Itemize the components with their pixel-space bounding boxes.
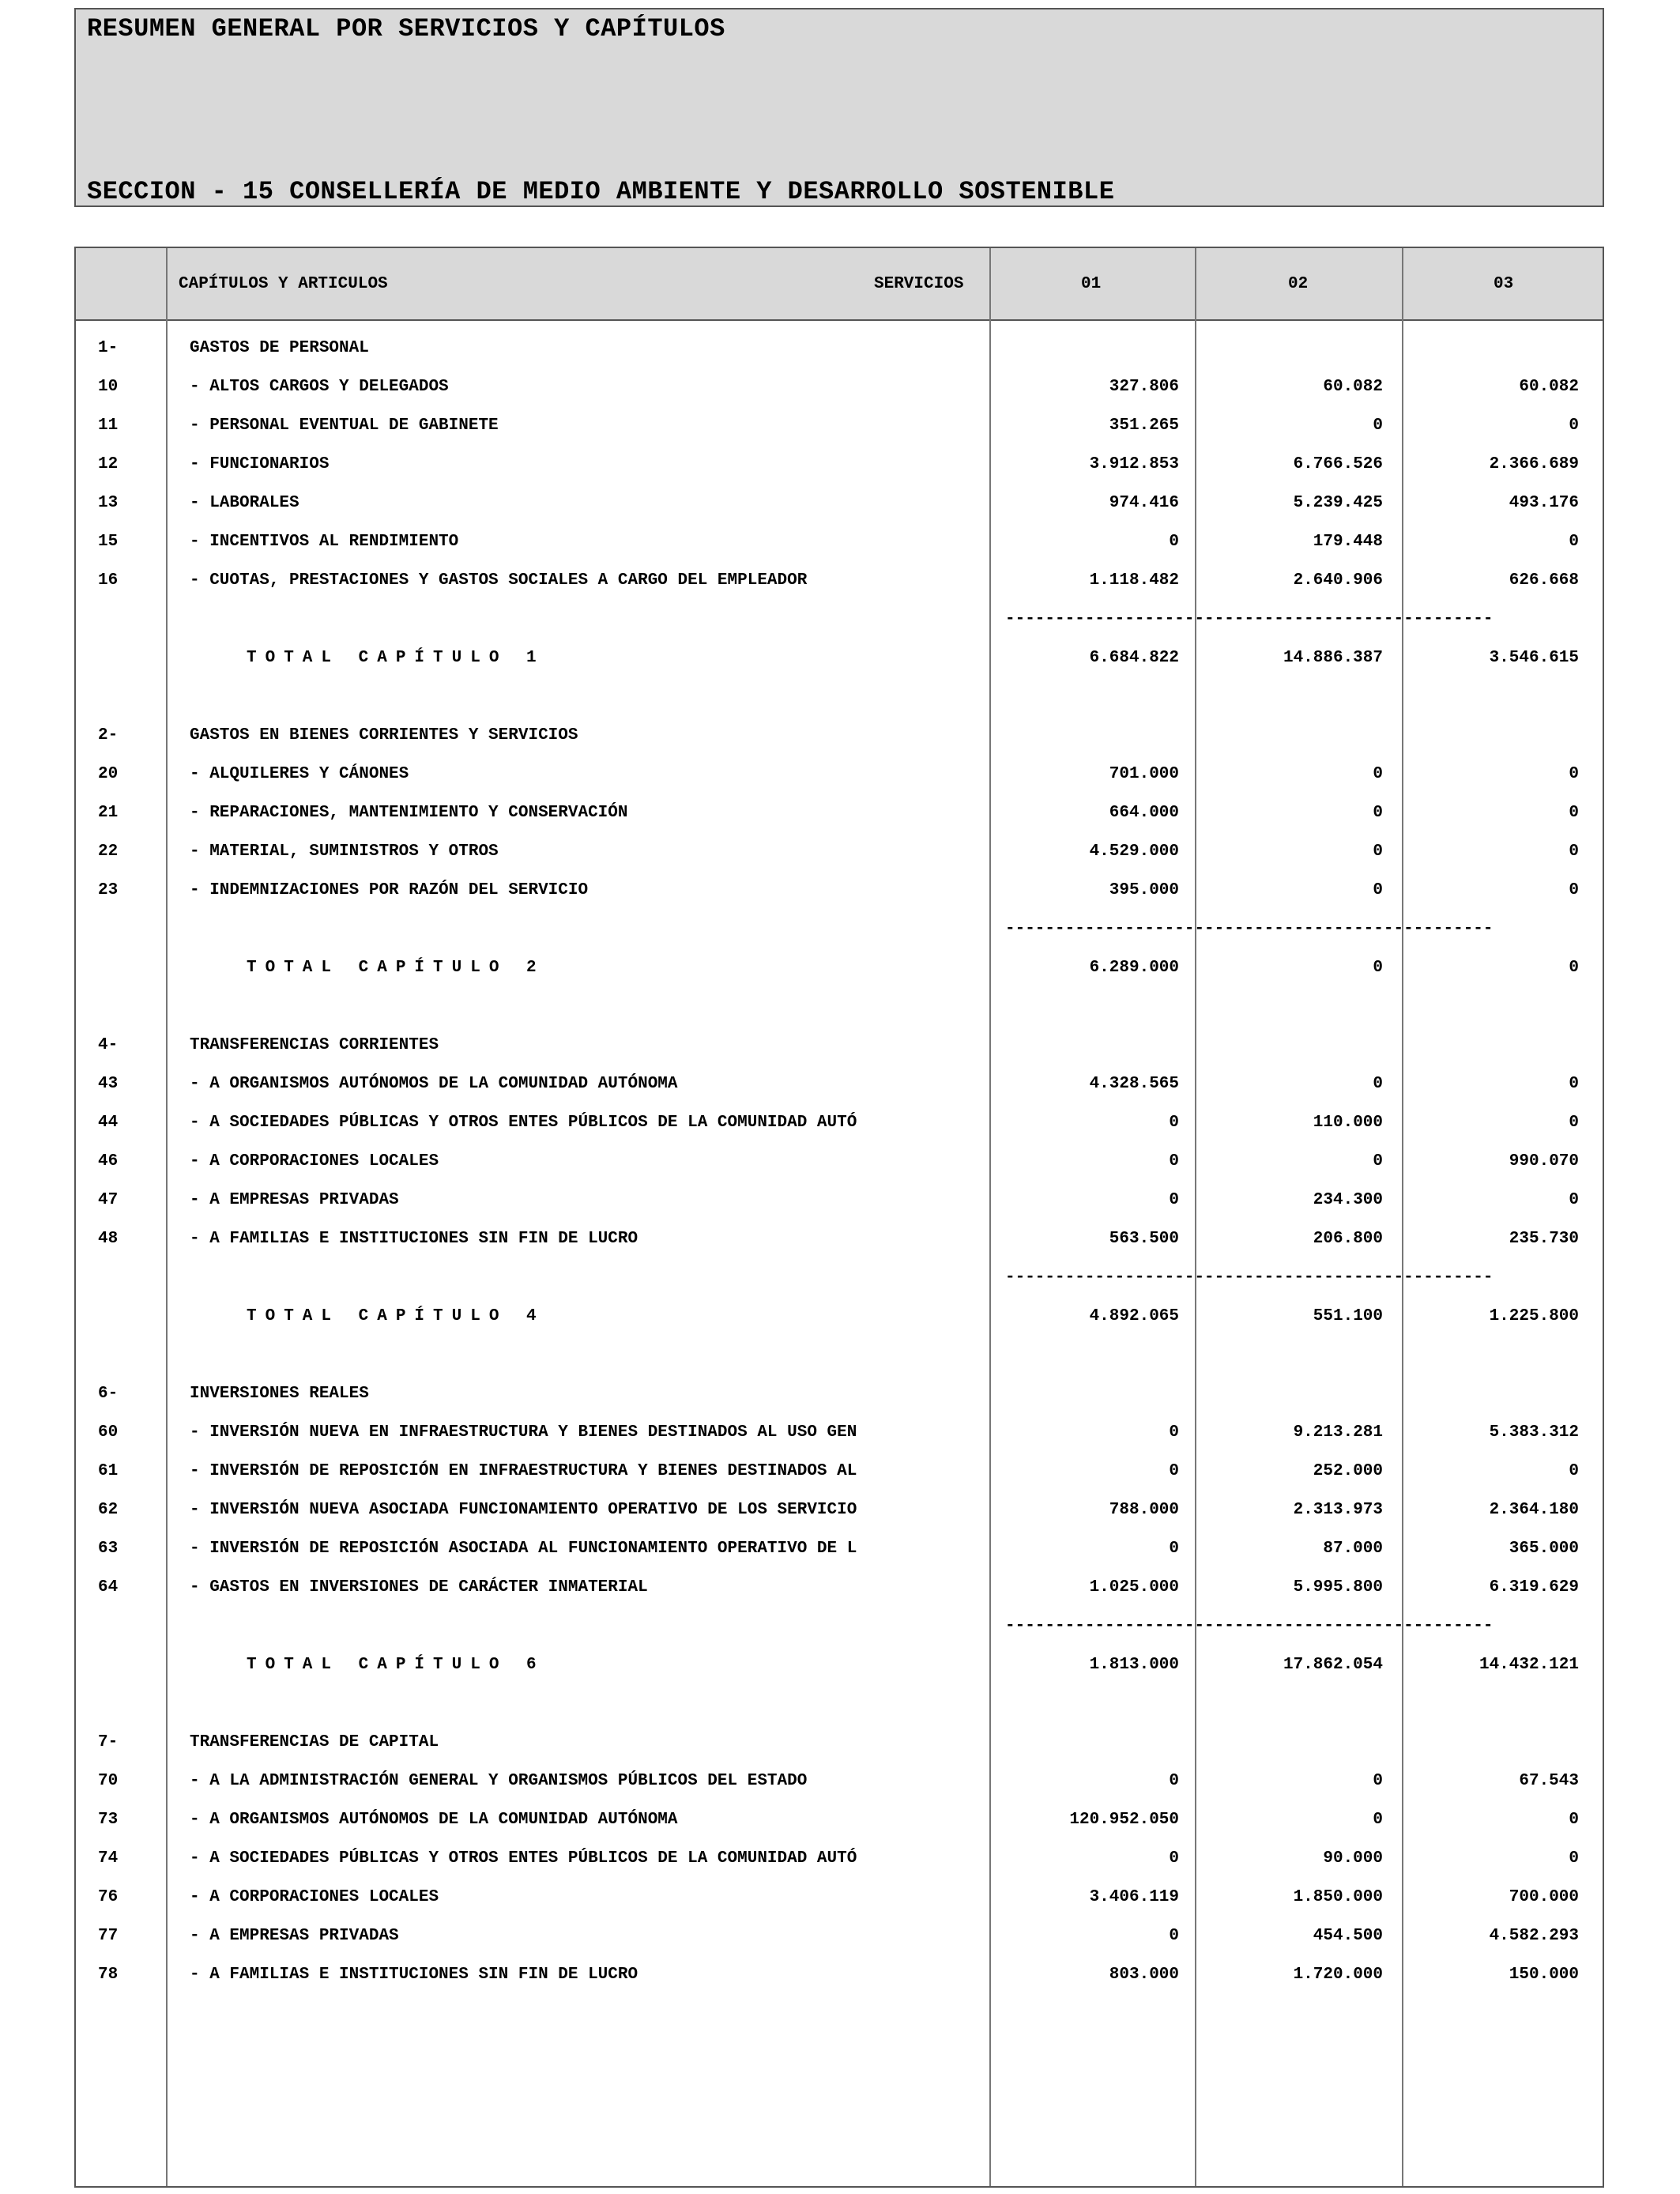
row-code: 70 (98, 1772, 119, 1790)
row-label: - FUNCIONARIOS (190, 455, 330, 473)
value-service-02: 0 (1373, 1811, 1383, 1829)
value-service-03: 2.364.180 (1489, 1501, 1579, 1519)
total-separator: ------------------------------------------------- (1005, 1269, 1494, 1287)
value-service-02: 1.850.000 (1293, 1888, 1383, 1906)
value-service-03: 0 (1569, 1462, 1579, 1480)
value-service-01: 0 (1169, 1423, 1179, 1442)
row-label: TOTAL CAPÍTULO 4 (247, 1307, 545, 1325)
value-service-03: 0 (1569, 804, 1579, 822)
value-service-01: 3.406.119 (1089, 1888, 1179, 1906)
table-row (76, 1423, 1603, 1447)
row-label: TRANSFERENCIAS DE CAPITAL (190, 1733, 439, 1751)
value-service-02: 0 (1373, 1772, 1383, 1790)
value-service-01: 0 (1169, 1540, 1179, 1558)
row-code: 46 (98, 1152, 119, 1171)
value-service-01: 4.328.565 (1089, 1075, 1179, 1093)
value-service-01: 0 (1169, 1772, 1179, 1790)
value-service-03: 14.432.121 (1478, 1656, 1579, 1674)
chapter-heading (76, 339, 1603, 363)
value-service-02: 14.886.387 (1283, 649, 1383, 667)
row-label: - REPARACIONES, MANTENIMIENTO Y CONSERVACIÓN (190, 804, 628, 822)
row-code: 1- (98, 339, 119, 357)
report-header (74, 8, 1604, 207)
table-row (76, 1772, 1603, 1796)
row-label: TOTAL CAPÍTULO 2 (247, 959, 545, 977)
row-code: 77 (98, 1927, 119, 1945)
table-row (76, 1578, 1603, 1602)
value-service-03: 0 (1569, 533, 1579, 551)
value-service-02: 0 (1373, 1152, 1383, 1171)
row-label: - INCENTIVOS AL RENDIMIENTO (190, 533, 459, 551)
value-service-03: 1.225.800 (1489, 1307, 1579, 1325)
row-label: - A CORPORACIONES LOCALES (190, 1888, 439, 1906)
row-label: - INVERSIÓN NUEVA EN INFRAESTRUCTURA Y BIENES DESTINADOS AL USO GEN (190, 1423, 857, 1442)
value-service-02: 6.766.526 (1293, 455, 1383, 473)
value-service-02: 454.500 (1313, 1927, 1383, 1945)
value-service-03: 60.082 (1519, 378, 1579, 396)
value-service-01: 395.000 (1109, 881, 1179, 899)
value-service-03: 67.543 (1519, 1772, 1579, 1790)
value-service-01: 788.000 (1109, 1501, 1179, 1519)
total-separator: ------------------------------------------------- (1005, 610, 1494, 628)
value-service-03: 0 (1569, 843, 1579, 861)
row-label: - CUOTAS, PRESTACIONES Y GASTOS SOCIALES A CARGO DEL EMPLEADOR (190, 571, 808, 590)
table-row (76, 1966, 1603, 1989)
row-label: - A SOCIEDADES PÚBLICAS Y OTROS ENTES PÚBLICOS DE LA COMUNIDAD AUTÓ (190, 1114, 857, 1132)
row-code: 16 (98, 571, 119, 590)
value-service-02: 1.720.000 (1293, 1966, 1383, 1984)
table-row (76, 1152, 1603, 1176)
value-service-03: 0 (1569, 1849, 1579, 1868)
row-label: - A FAMILIAS E INSTITUCIONES SIN FIN DE LUCRO (190, 1966, 638, 1984)
value-service-03: 5.383.312 (1489, 1423, 1579, 1442)
row-code: 21 (98, 804, 119, 822)
table-row (76, 1540, 1603, 1563)
value-service-03: 700.000 (1509, 1888, 1579, 1906)
row-label: - A ORGANISMOS AUTÓNOMOS DE LA COMUNIDAD AUTÓNOMA (190, 1075, 678, 1093)
row-label: - A EMPRESAS PRIVADAS (190, 1191, 399, 1209)
row-code: 20 (98, 765, 119, 783)
value-service-02: 2.640.906 (1293, 571, 1383, 590)
services-column-header: SERVICIOS (874, 275, 964, 293)
table-row (76, 533, 1603, 556)
value-service-01: 4.529.000 (1089, 843, 1179, 861)
table-row (76, 1462, 1603, 1486)
value-service-01: 0 (1169, 1462, 1179, 1480)
value-service-02: 87.000 (1323, 1540, 1383, 1558)
row-label: - INVERSIÓN DE REPOSICIÓN ASOCIADA AL FUNCIONAMIENTO OPERATIVO DE L (190, 1540, 857, 1558)
row-code: 23 (98, 881, 119, 899)
value-service-01: 120.952.050 (1069, 1811, 1179, 1829)
chapter-total-row (76, 959, 1603, 982)
value-service-03: 0 (1569, 959, 1579, 977)
value-service-02: 5.239.425 (1293, 494, 1383, 512)
row-label: - A LA ADMINISTRACIÓN GENERAL Y ORGANISMOS PÚBLICOS DEL ESTADO (190, 1772, 808, 1790)
value-service-01: 327.806 (1109, 378, 1179, 396)
row-code: 73 (98, 1811, 119, 1829)
row-code: 48 (98, 1230, 119, 1248)
value-service-01: 563.500 (1109, 1230, 1179, 1248)
value-service-02: 551.100 (1313, 1307, 1383, 1325)
value-service-01: 351.265 (1109, 417, 1179, 435)
value-service-01: 3.912.853 (1089, 455, 1179, 473)
row-code: 10 (98, 378, 119, 396)
value-service-03: 0 (1569, 1075, 1579, 1093)
value-service-03: 990.070 (1509, 1152, 1579, 1171)
row-code: 43 (98, 1075, 119, 1093)
chapter-heading (76, 1733, 1603, 1757)
row-code: 61 (98, 1462, 119, 1480)
row-label: - GASTOS EN INVERSIONES DE CARÁCTER INMATERIAL (190, 1578, 648, 1596)
table-row (76, 1501, 1603, 1525)
table-row (76, 1191, 1603, 1215)
value-service-02: 0 (1373, 881, 1383, 899)
value-service-03: 0 (1569, 1811, 1579, 1829)
value-service-03: 0 (1569, 1114, 1579, 1132)
section-title: SECCION - 15 CONSELLERÍA DE MEDIO AMBIENTE Y DESARROLLO SOSTENIBLE (87, 177, 1115, 206)
row-label: - ALQUILERES Y CÁNONES (190, 765, 409, 783)
value-service-02: 90.000 (1323, 1849, 1383, 1868)
value-service-02: 252.000 (1313, 1462, 1383, 1480)
value-service-02: 60.082 (1323, 378, 1383, 396)
value-service-02: 2.313.973 (1293, 1501, 1383, 1519)
value-service-01: 4.892.065 (1089, 1307, 1179, 1325)
value-service-03: 150.000 (1509, 1966, 1579, 1984)
value-service-03: 3.546.615 (1489, 649, 1579, 667)
value-service-03: 0 (1569, 881, 1579, 899)
value-service-01: 0 (1169, 1849, 1179, 1868)
value-service-02: 9.213.281 (1293, 1423, 1383, 1442)
chapter-heading (76, 1036, 1603, 1060)
row-code: 74 (98, 1849, 119, 1868)
value-service-01: 974.416 (1109, 494, 1179, 512)
service-01-header: 01 (1081, 275, 1102, 293)
total-separator: ------------------------------------------------- (1005, 920, 1494, 938)
table-header (76, 248, 1603, 321)
value-service-03: 365.000 (1509, 1540, 1579, 1558)
value-service-02: 234.300 (1313, 1191, 1383, 1209)
row-label: TRANSFERENCIAS CORRIENTES (190, 1036, 439, 1054)
row-code: 15 (98, 533, 119, 551)
table-row (76, 455, 1603, 479)
table-row (76, 571, 1603, 595)
value-service-01: 701.000 (1109, 765, 1179, 783)
chapter-total-row (76, 1307, 1603, 1331)
row-code: 22 (98, 843, 119, 861)
row-label: - INVERSIÓN NUEVA ASOCIADA FUNCIONAMIENTO OPERATIVO DE LOS SERVICIO (190, 1501, 857, 1519)
value-service-02: 5.995.800 (1293, 1578, 1383, 1596)
value-service-02: 0 (1373, 417, 1383, 435)
row-label: - PERSONAL EVENTUAL DE GABINETE (190, 417, 499, 435)
table-row (76, 1230, 1603, 1253)
row-label: GASTOS EN BIENES CORRIENTES Y SERVICIOS (190, 726, 578, 745)
row-code: 63 (98, 1540, 119, 1558)
value-service-02: 179.448 (1313, 533, 1383, 551)
row-code: 62 (98, 1501, 119, 1519)
value-service-01: 0 (1169, 1152, 1179, 1171)
row-code: 47 (98, 1191, 119, 1209)
table-row (76, 417, 1603, 440)
row-label: - INDEMNIZACIONES POR RAZÓN DEL SERVICIO (190, 881, 589, 899)
report-title: RESUMEN GENERAL POR SERVICIOS Y CAPÍTULOS (87, 14, 725, 43)
row-label: - LABORALES (190, 494, 299, 512)
row-code: 4- (98, 1036, 119, 1054)
value-service-02: 0 (1373, 959, 1383, 977)
table-row (76, 1888, 1603, 1912)
value-service-01: 803.000 (1109, 1966, 1179, 1984)
row-code: 64 (98, 1578, 119, 1596)
value-service-01: 1.025.000 (1089, 1578, 1179, 1596)
value-service-02: 0 (1373, 804, 1383, 822)
row-code: 76 (98, 1888, 119, 1906)
row-code: 44 (98, 1114, 119, 1132)
row-code: 6- (98, 1385, 119, 1403)
value-service-02: 0 (1373, 765, 1383, 783)
row-code: 12 (98, 455, 119, 473)
chapter-total-row (76, 1656, 1603, 1679)
value-service-01: 6.684.822 (1089, 649, 1179, 667)
table-row (76, 378, 1603, 401)
row-code: 60 (98, 1423, 119, 1442)
table-row (76, 494, 1603, 518)
value-service-03: 493.176 (1509, 494, 1579, 512)
value-service-03: 0 (1569, 1191, 1579, 1209)
value-service-03: 4.582.293 (1489, 1927, 1579, 1945)
chapter-total-row (76, 649, 1603, 673)
row-label: - MATERIAL, SUMINISTROS Y OTROS (190, 843, 499, 861)
value-service-01: 0 (1169, 533, 1179, 551)
table-row (76, 1075, 1603, 1099)
row-code: 11 (98, 417, 119, 435)
service-03-header: 03 (1494, 275, 1514, 293)
row-label: GASTOS DE PERSONAL (190, 339, 369, 357)
value-service-01: 1.118.482 (1089, 571, 1179, 590)
row-code: 2- (98, 726, 119, 745)
value-service-02: 206.800 (1313, 1230, 1383, 1248)
value-service-03: 6.319.629 (1489, 1578, 1579, 1596)
service-02-header: 02 (1288, 275, 1309, 293)
value-service-03: 0 (1569, 417, 1579, 435)
value-service-01: 0 (1169, 1927, 1179, 1945)
table-row (76, 1811, 1603, 1834)
value-service-01: 0 (1169, 1191, 1179, 1209)
row-label: - ALTOS CARGOS Y DELEGADOS (190, 378, 449, 396)
chapters-column-header: CAPÍTULOS Y ARTICULOS (179, 275, 388, 293)
row-code: 13 (98, 494, 119, 512)
total-separator: ------------------------------------------------- (1005, 1617, 1494, 1635)
table-row (76, 804, 1603, 827)
value-service-02: 0 (1373, 843, 1383, 861)
row-code: 78 (98, 1966, 119, 1984)
value-service-03: 2.366.689 (1489, 455, 1579, 473)
value-service-03: 235.730 (1509, 1230, 1579, 1248)
value-service-02: 17.862.054 (1283, 1656, 1383, 1674)
row-label: - INVERSIÓN DE REPOSICIÓN EN INFRAESTRUCTURA Y BIENES DESTINADOS AL (190, 1462, 857, 1480)
table-row (76, 1114, 1603, 1137)
row-label: - A EMPRESAS PRIVADAS (190, 1927, 399, 1945)
table-row (76, 881, 1603, 905)
value-service-01: 664.000 (1109, 804, 1179, 822)
row-label: TOTAL CAPÍTULO 6 (247, 1656, 545, 1674)
row-label: - A FAMILIAS E INSTITUCIONES SIN FIN DE LUCRO (190, 1230, 638, 1248)
value-service-02: 0 (1373, 1075, 1383, 1093)
row-label: TOTAL CAPÍTULO 1 (247, 649, 545, 667)
chapter-heading (76, 726, 1603, 750)
row-label: INVERSIONES REALES (190, 1385, 369, 1403)
table-row (76, 765, 1603, 789)
value-service-02: 110.000 (1313, 1114, 1383, 1132)
table-row (76, 843, 1603, 866)
value-service-01: 6.289.000 (1089, 959, 1179, 977)
summary-table (74, 247, 1604, 2188)
row-label: - A CORPORACIONES LOCALES (190, 1152, 439, 1171)
value-service-01: 0 (1169, 1114, 1179, 1132)
value-service-03: 0 (1569, 765, 1579, 783)
value-service-03: 626.668 (1509, 571, 1579, 590)
chapter-heading (76, 1385, 1603, 1408)
table-row (76, 1849, 1603, 1873)
row-label: - A SOCIEDADES PÚBLICAS Y OTROS ENTES PÚBLICOS DE LA COMUNIDAD AUTÓ (190, 1849, 857, 1868)
value-service-01: 1.813.000 (1089, 1656, 1179, 1674)
table-row (76, 1927, 1603, 1951)
row-label: - A ORGANISMOS AUTÓNOMOS DE LA COMUNIDAD AUTÓNOMA (190, 1811, 678, 1829)
row-code: 7- (98, 1733, 119, 1751)
